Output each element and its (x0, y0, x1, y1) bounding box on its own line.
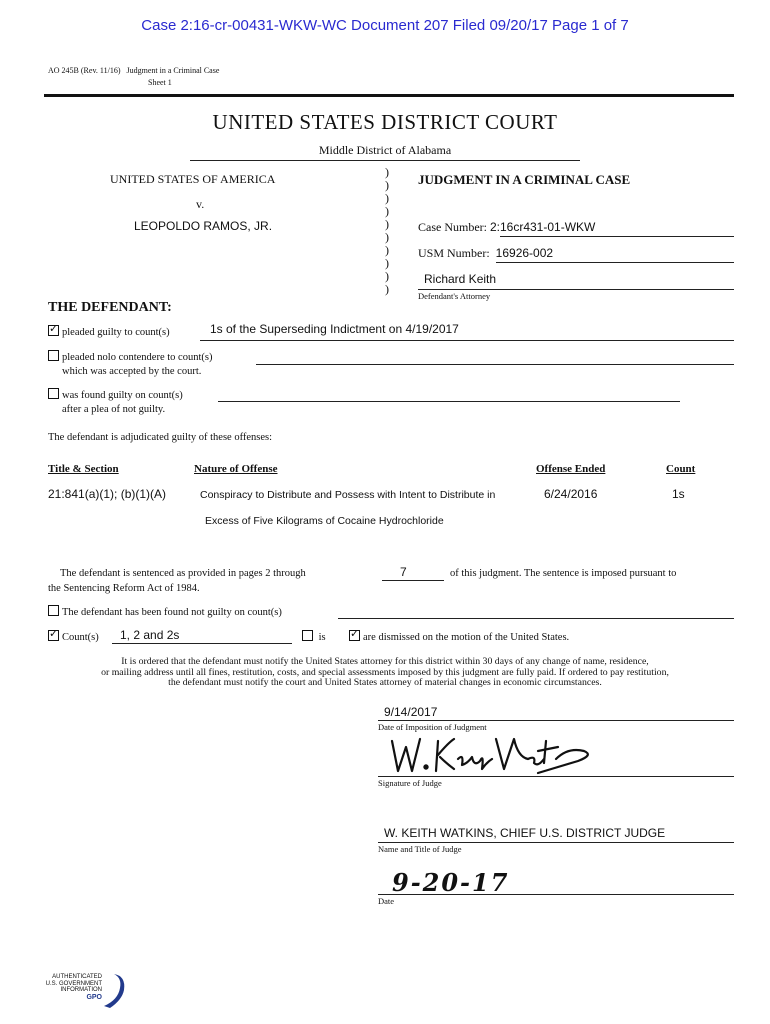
are-label: are dismissed on the motion of the United States. (363, 632, 570, 643)
sentence-pages-rule (382, 580, 444, 581)
col-title-section: Title & Section (48, 463, 119, 475)
signature-caption: Signature of Judge (378, 778, 442, 788)
nolo-label: pleaded nolo contendere to count(s) (62, 352, 213, 363)
plaintiff-name: UNITED STATES OF AMERICA (110, 172, 276, 186)
judgment-heading: JUDGMENT IN A CRIMINAL CASE (418, 172, 631, 187)
form-title: Judgment in a Criminal Case (126, 66, 220, 75)
dismissed-counts-row (48, 630, 99, 643)
district-rule (190, 160, 580, 161)
nolo-label-2: which was accepted by the court. (62, 366, 202, 377)
versus: v. (196, 197, 205, 211)
judge-caption: Name and Title of Judge (378, 844, 462, 854)
form-number: AO 245B (Rev. 11/16) (48, 66, 121, 75)
pleaded-guilty-value: 1s of the Superseding Indictment on 4/19/2017 (210, 322, 459, 336)
defendant-name: LEOPOLDO RAMOS, JR. (134, 219, 273, 233)
order-text (0, 657, 770, 689)
usm-number-row (418, 246, 553, 261)
case-number-rule (500, 236, 734, 237)
court-name: UNITED STATES DISTRICT COURT (212, 110, 558, 134)
not-guilty-rule (338, 618, 734, 619)
row-nature-offense-2: Excess of Five Kilograms of Cocaine Hydrochloride (205, 515, 444, 527)
gpo-line-3: INFORMATION (60, 987, 102, 993)
caption-parens: ) ) ) ) ) ) ) ) ) ) (385, 165, 389, 296)
eagle-icon (100, 970, 130, 1010)
found-guilty-rule (218, 401, 680, 402)
sentence-pages: 7 (400, 565, 407, 579)
case-number-row (418, 220, 595, 235)
header-rule (44, 94, 734, 97)
is-row (302, 630, 326, 643)
attorney-rule (418, 289, 734, 290)
sentence-text-3: the Sentencing Reform Act of 1984. (48, 583, 200, 594)
row-count: 1s (672, 487, 685, 501)
row-title-section: 21:841(a)(1); (b)(1)(A) (48, 487, 167, 501)
judge-signature (388, 733, 598, 777)
usm-number-label: USM Number: (418, 246, 490, 260)
judge-name-rule (378, 842, 734, 843)
col-count: Count (666, 463, 696, 475)
col-offense-ended: Offense Ended (536, 463, 606, 475)
not-guilty-label: The defendant has been found not guilty on count(s) (62, 607, 282, 618)
district-name: Middle District of Alabama (318, 143, 452, 157)
found-guilty-row (48, 388, 183, 401)
found-guilty-label-2: after a plea of not guilty. (62, 404, 166, 415)
case-number-label: Case Number: (418, 220, 487, 234)
order-text-3: the defendant must notify the court and United States attorney of material changes in economic circumstances. (168, 677, 602, 688)
form-id (48, 66, 219, 75)
form-sheet: Sheet 1 (148, 78, 172, 87)
nolo-row (48, 350, 212, 363)
gpo-mark: GPO (86, 993, 102, 1001)
pleaded-guilty-label: pleaded guilty to count(s) (62, 327, 170, 338)
found-guilty-checkbox[interactable] (48, 388, 59, 399)
usm-number-value: 16926-002 (495, 246, 554, 260)
is-checkbox[interactable] (302, 630, 313, 641)
sentence-text-1: The defendant is sentenced as provided in pages 2 through (60, 568, 306, 579)
signed-date: 9-20-17 (392, 868, 510, 897)
are-row (349, 630, 569, 643)
imposition-caption: Date of Imposition of Judgment (378, 722, 487, 732)
nolo-checkbox[interactable] (48, 350, 59, 361)
pleaded-guilty-row (48, 325, 170, 338)
imposition-rule (378, 720, 734, 721)
date-rule (378, 894, 734, 895)
pleaded-guilty-rule (200, 340, 734, 341)
imposition-date: 9/14/2017 (384, 705, 438, 719)
col-nature-offense: Nature of Offense (194, 463, 278, 475)
are-checkbox[interactable] (349, 630, 360, 641)
gpo-line-2: U.S. GOVERNMENT (45, 980, 102, 987)
date-caption: Date (378, 896, 395, 906)
pleaded-guilty-checkbox[interactable] (48, 325, 59, 336)
attorney-caption: Defendant's Attorney (418, 291, 491, 301)
nolo-rule (256, 364, 734, 365)
found-guilty-label: was found guilty on count(s) (62, 390, 183, 401)
not-guilty-row (48, 605, 282, 618)
usm-number-rule (496, 262, 734, 263)
counts-value: 1, 2 and 2s (120, 628, 180, 642)
adjudicated-text: The defendant is adjudicated guilty of these offenses: (48, 432, 273, 443)
order-text-2: or mailing address until all fines, restitution, costs, and special assessments imposed by this judgment are fully paid. If ordered to pay restitution, (101, 666, 669, 678)
order-text-1: It is ordered that the defendant must notify the United States attorney for this district within 30 days of any change of name, residence, (121, 656, 649, 667)
gpo-line-1: AUTHENTICATED (52, 974, 102, 980)
not-guilty-checkbox[interactable] (48, 605, 59, 616)
counts-rule (112, 643, 292, 644)
signature-rule (378, 776, 734, 777)
section-heading: THE DEFENDANT: (48, 300, 172, 315)
judge-name: W. KEITH WATKINS, CHIEF U.S. DISTRICT JUDGE (384, 826, 666, 840)
row-offense-ended: 6/24/2016 (544, 487, 598, 501)
counts-label: Count(s) (62, 632, 99, 643)
is-label: is (318, 632, 326, 643)
sentence-text-2: of this judgment. The sentence is imposed pursuant to (450, 568, 677, 579)
attorney-name: Richard Keith (424, 272, 497, 286)
row-nature-offense: Conspiracy to Distribute and Possess with Intent to Distribute in (200, 489, 496, 501)
case-number-value: 2:16cr431-01-WKW (489, 220, 596, 234)
gpo-authentication-seal (40, 974, 102, 1001)
filing-stamp-header: Case 2:16-cr-00431-WKW-WC Document 207 Filed 09/20/17 Page 1 of 7 (141, 17, 629, 34)
counts-checkbox[interactable] (48, 630, 59, 641)
